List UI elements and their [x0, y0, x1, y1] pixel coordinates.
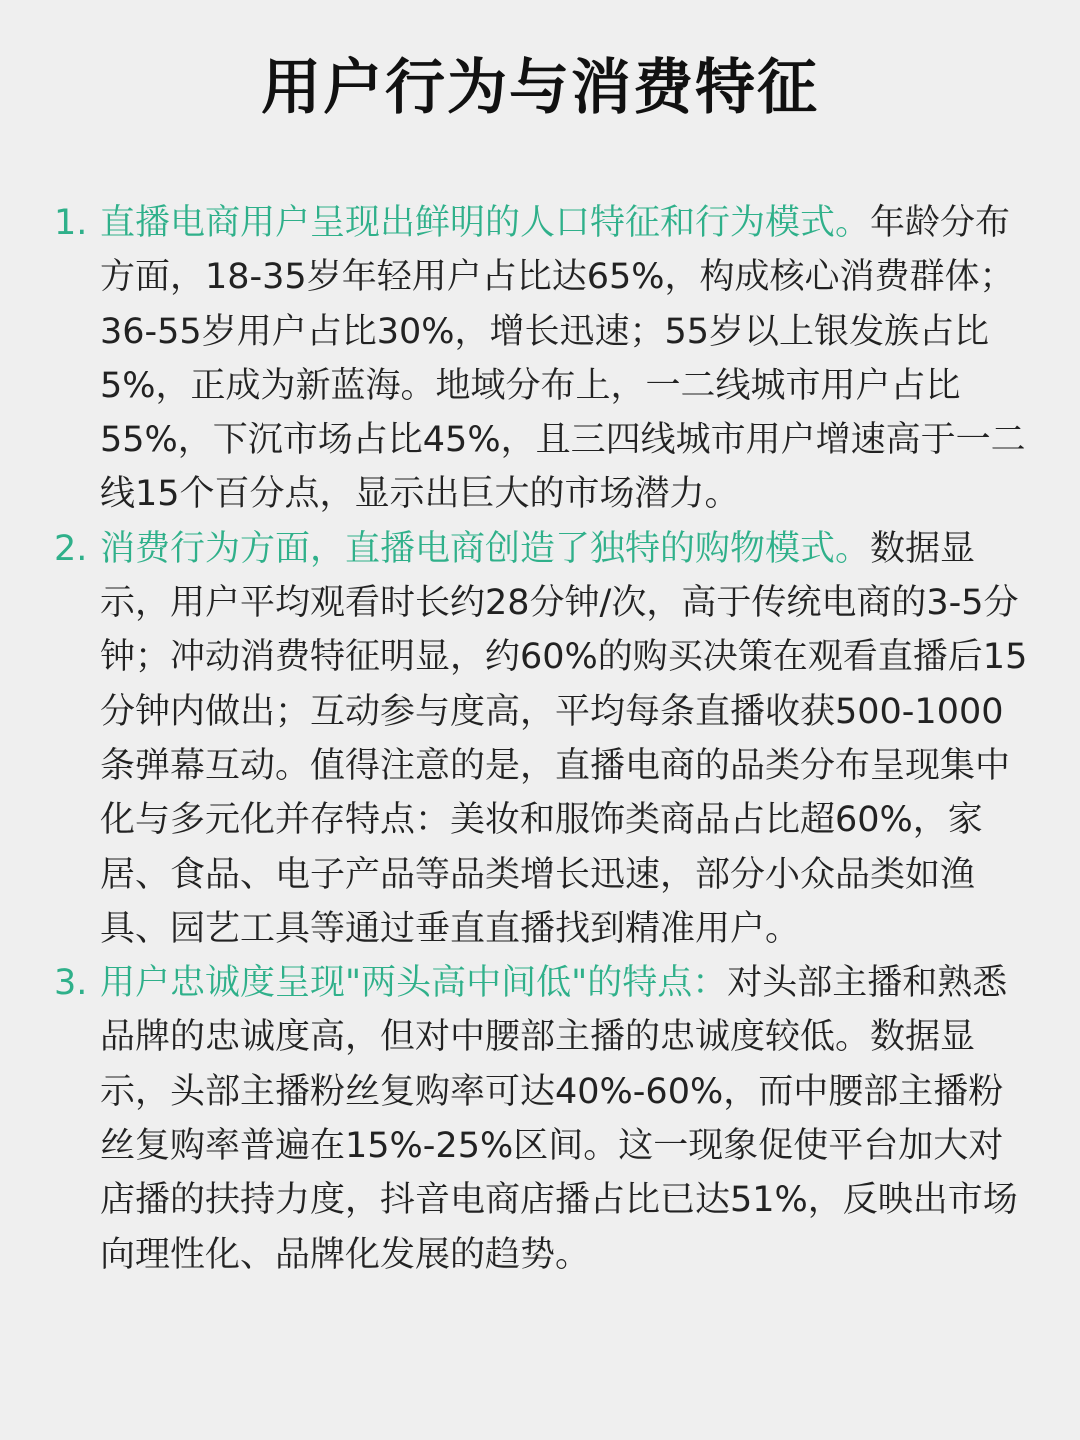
page-title: 用户行为与消费特征: [261, 53, 819, 123]
item-body: 数据显示，用户平均观看时长约28分钟/次，高于传统电商的3-5分钟；冲动消费特征明显，约60%的购买决策在观看直播后15分钟内做出；互动参与度高，平均每条直播收获500-1000条弹幕互动。值得注意的是，直播电商的品类分布呈现集中化与多元化并存特点：美妆和服饰类商品占比超60%，家居、食品、电子产品等品类增长迅速，部分小众品类如渔具、园艺工具等通过垂直直播找到精准用户。: [100, 528, 1028, 949]
feature-list: [0, 196, 1080, 1282]
list-number: 2.: [54, 528, 88, 569]
list-number: 1.: [54, 203, 88, 243]
list-item-1: [0, 196, 1080, 522]
list-number: 3.: [54, 963, 88, 1004]
item-lead: 用户忠诚度呈现"两头高中间低"的特点：: [100, 963, 728, 1004]
list-item-3: [0, 956, 1080, 1282]
list-item-2: [0, 522, 1080, 956]
item-lead: 消费行为方面，直播电商创造了独特的购物模式。: [100, 528, 871, 569]
item-body: 年龄分布方面，18-35岁年轻用户占比达65%，构成核心消费群体；36-55岁用户占比30%，增长迅速；55岁以上银发族占比5%，正成为新蓝海。地域分布上，一二线城市用户占比55%，下沉市场占比45%，且三四线城市用户增速高于一二线15个百分点，显示出巨大的市场潜力。: [100, 203, 1026, 515]
item-body: 对头部主播和熟悉品牌的忠诚度高，但对中腰部主播的忠诚度较低。数据显示，头部主播粉丝复购率可达40%-60%，而中腰部主播粉丝复购率普遍在15%-25%区间。这一现象促使平台加大对店播的扶持力度，抖音电商店播占比已达51%，反映出市场向理性化、品牌化发展的趋势。: [100, 963, 1018, 1275]
item-lead: 直播电商用户呈现出鲜明的人口特征和行为模式。: [100, 203, 871, 243]
